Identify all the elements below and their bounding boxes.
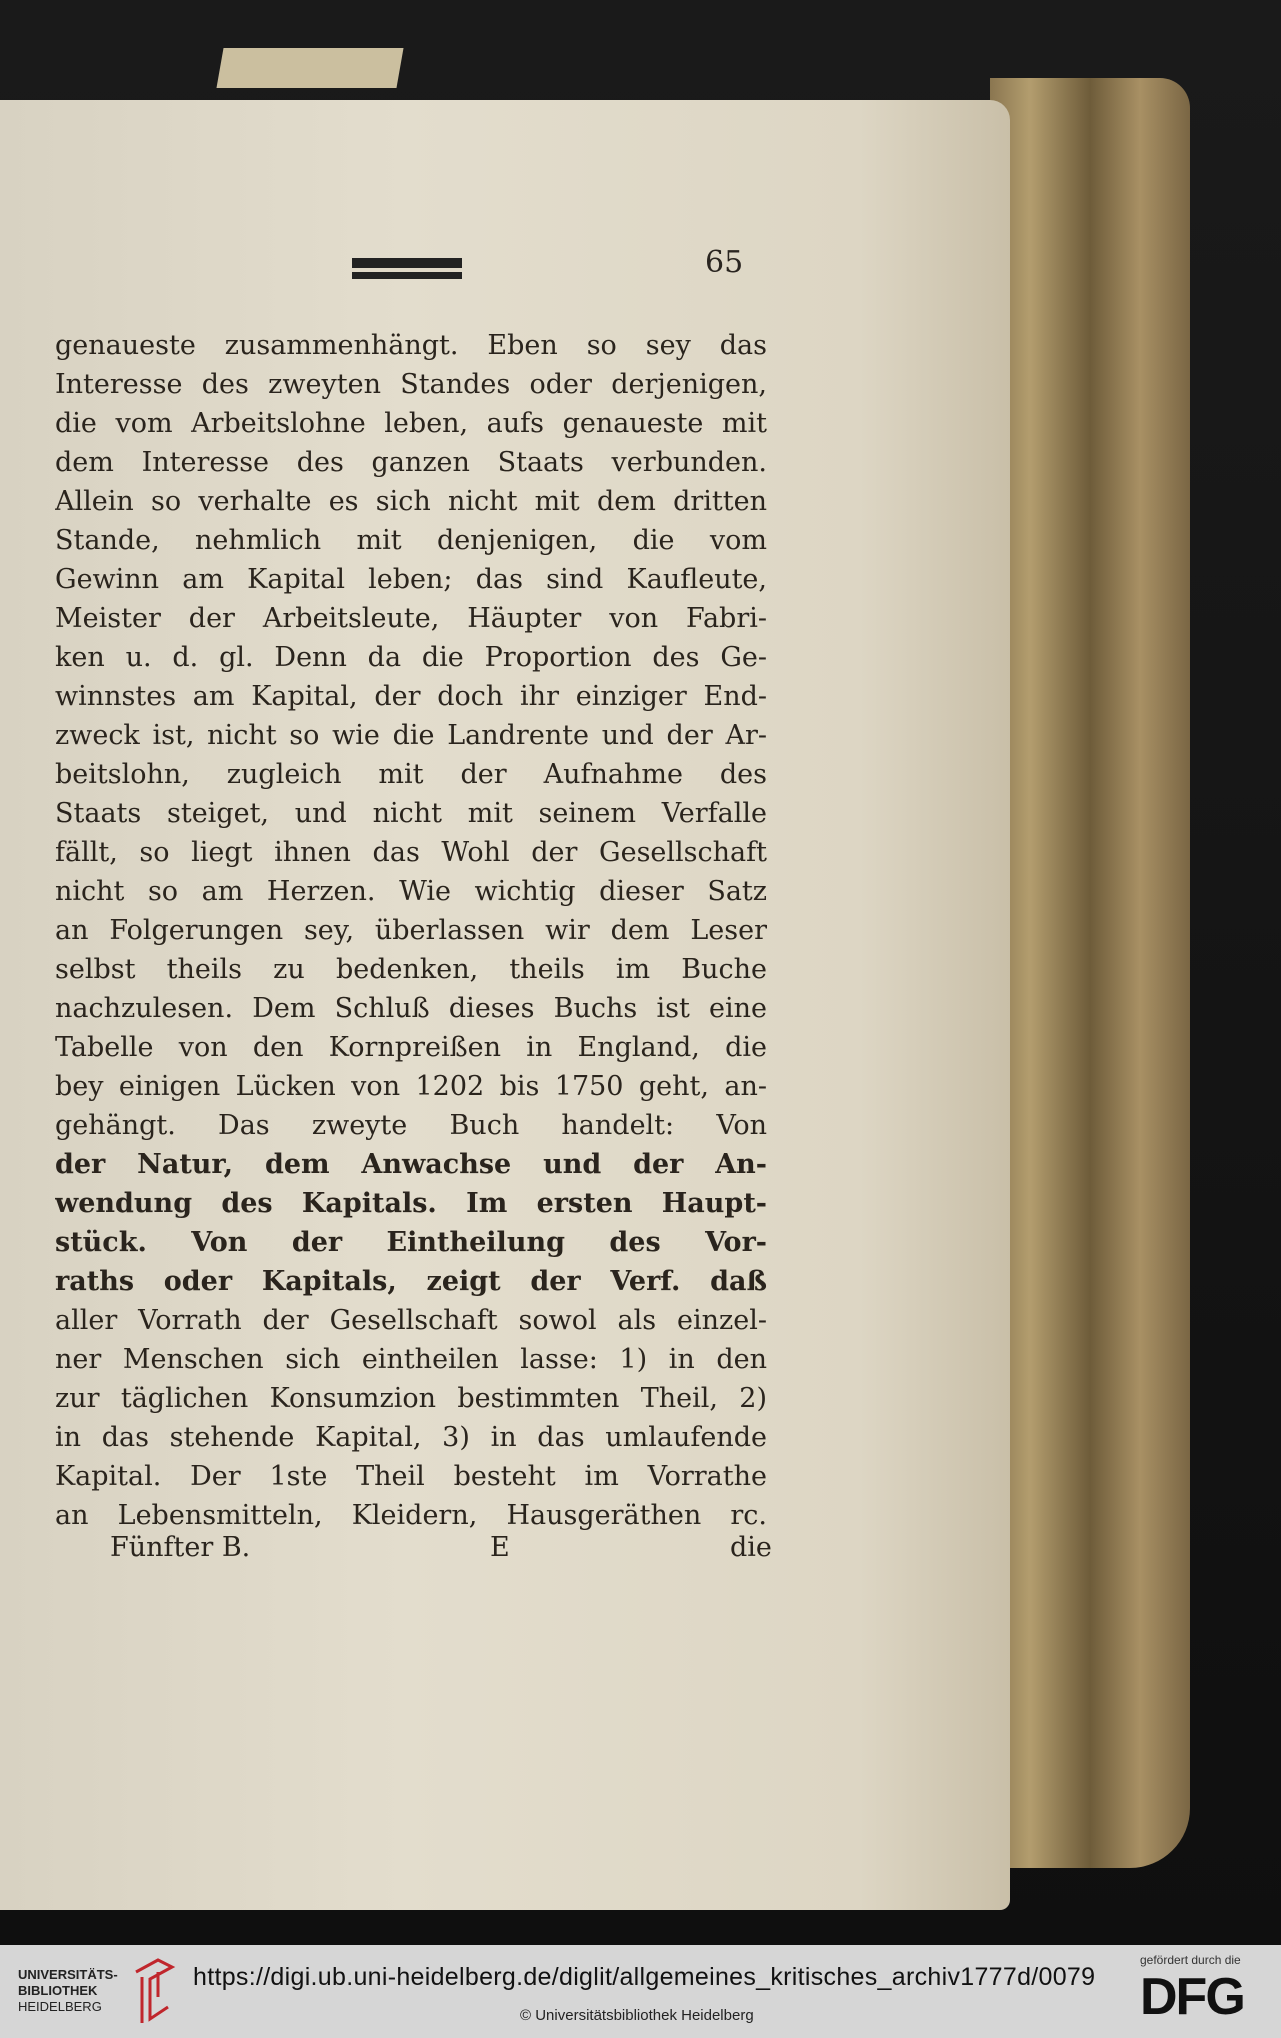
catchword: die (730, 1532, 772, 1563)
library-line2: BIBLIOTHEK (18, 1983, 98, 1998)
library-name (18, 1967, 118, 2015)
text-line: bey einigen Lücken von 1202 bis 1750 geht, an- (55, 1071, 767, 1102)
text-line: fällt, so liegt ihnen das Wohl der Gesellschaft (55, 837, 767, 868)
text-line: zweck ist, nicht so wie die Landrente und der Ar- (55, 720, 767, 751)
text-line: an Folgerungen sey, überlassen wir dem Leser (55, 915, 767, 946)
text-line: Meister der Arbeitsleute, Häupter von Fabri- (55, 603, 767, 634)
footer-bar (0, 1945, 1281, 2038)
library-line3: HEIDELBERG (18, 1999, 102, 2014)
text-line: gehängt. Das zweyte Buch handelt: Von (55, 1110, 767, 1141)
text-line: wendung des Kapitals. Im ersten Haupt- (55, 1188, 767, 1219)
library-line1: UNIVERSITÄTS- (18, 1967, 118, 1982)
text-line: Staats steiget, und nicht mit seinem Verfalle (55, 798, 767, 829)
text-line: Gewinn am Kapital leben; das sind Kaufleute, (55, 564, 767, 595)
header-rule (352, 258, 462, 272)
text-line: zur täglichen Konsumzion bestimmten Theil, 2) (55, 1383, 767, 1414)
text-line: dem Interesse des ganzen Staats verbunden. (55, 447, 767, 478)
text-line: winnstes am Kapital, der doch ihr einziger End- (55, 681, 767, 712)
text-line: Kapital. Der 1ste Theil besteht im Vorrathe (55, 1461, 767, 1492)
page-number: 65 (705, 245, 744, 280)
permalink-url[interactable]: https://digi.ub.uni-heidelberg.de/diglit/allgemeines_kritisches_archiv1777d/0079 (193, 1963, 1096, 1991)
funding-label: gefördert durch die (1140, 1953, 1241, 1967)
text-line: nicht so am Herzen. Wie wichtig dieser Satz (55, 876, 767, 907)
dfg-logo: DFG (1140, 1968, 1244, 2026)
text-line: ner Menschen sich eintheilen lasse: 1) in den (55, 1344, 767, 1375)
paper-tab (216, 48, 403, 88)
text-line: Allein so verhalte es sich nicht mit dem dritten (55, 486, 767, 517)
text-line: die vom Arbeitslohne leben, aufs genaueste mit (55, 408, 767, 439)
book-fore-edge (990, 78, 1190, 1868)
text-line: Stande, nehmlich mit denjenigen, die vom (55, 525, 767, 556)
text-line: Interesse des zweyten Standes oder derjenigen, (55, 369, 767, 400)
page-text (55, 326, 767, 1535)
text-line: beitslohn, zugleich mit der Aufnahme des (55, 759, 767, 790)
text-line: aller Vorrath der Gesellschaft sowol als einzel- (55, 1305, 767, 1336)
text-line: selbst theils zu bedenken, theils im Buche (55, 954, 767, 985)
text-line: genaueste zusammenhängt. Eben so sey das (55, 330, 767, 361)
library-logo-icon (128, 1957, 178, 2027)
text-line: stück. Von der Eintheilung des Vor- (55, 1227, 767, 1258)
text-line: ken u. d. gl. Denn da die Proportion des Ge- (55, 642, 767, 673)
signature-mark: E (490, 1532, 510, 1563)
text-line: Tabelle von den Kornpreißen in England, die (55, 1032, 767, 1063)
copyright: © Universitätsbibliothek Heidelberg (520, 2007, 754, 2024)
text-line: raths oder Kapitals, zeigt der Verf. daß (55, 1266, 767, 1297)
signature: Fünfter B. (110, 1532, 251, 1563)
text-line: an Lebensmitteln, Kleidern, Hausgeräthen rc. (55, 1500, 767, 1531)
text-line: in das stehende Kapital, 3) in das umlaufende (55, 1422, 767, 1453)
text-line: nachzulesen. Dem Schluß dieses Buchs ist eine (55, 993, 767, 1024)
text-line: der Natur, dem Anwachse und der An- (55, 1149, 767, 1180)
